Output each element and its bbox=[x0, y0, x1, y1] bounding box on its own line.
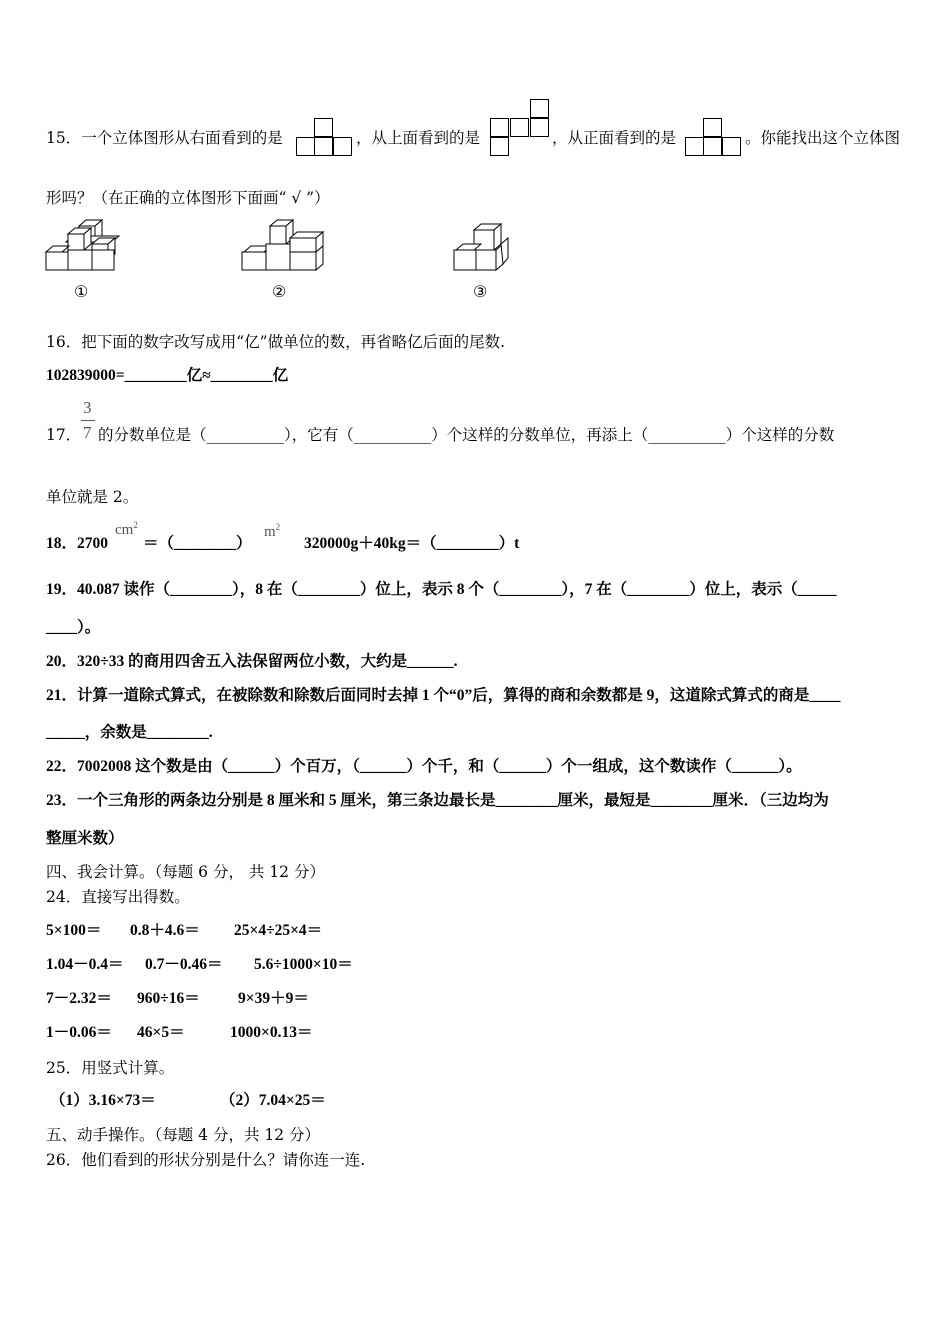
q17-fraction-bar bbox=[81, 420, 95, 421]
q25-item-2: （2）7.04×25＝ bbox=[220, 1092, 326, 1109]
q17-fraction-numerator: 3 bbox=[83, 398, 92, 417]
q24-item: 46×5＝ bbox=[137, 1024, 185, 1041]
q15-text-end: 。你能找出这个立体图 bbox=[745, 129, 901, 147]
q24-item: 5.6÷1000×10＝ bbox=[254, 956, 353, 973]
solid-option-3[interactable] bbox=[452, 220, 516, 274]
q15-line2: 形吗？（在正确的立体图形下面画“ √ ”） bbox=[46, 189, 330, 207]
q24-item: 0.7－0.46＝ bbox=[145, 956, 223, 973]
q24-row-1 bbox=[46, 921, 101, 941]
q18-part1: 18．2700 bbox=[46, 535, 109, 552]
q18-part2: ＝（________） bbox=[143, 535, 252, 552]
q21-line1: 21．计算一道除式算式，在被除数和除数后面同时去掉 1 个“0”后，算得的商和余数都是 9，这道除式算式的商是____ bbox=[46, 687, 841, 704]
q23-line2: 整厘米数） bbox=[46, 830, 124, 847]
q18-part3: 320000g＋40kg＝（________）t bbox=[304, 535, 520, 552]
q17-number: 17． bbox=[46, 426, 82, 444]
section-5-title: 五、动手操作。（每题 4 分，共 12 分） bbox=[46, 1126, 321, 1144]
q24-title: 24．直接写出得数。 bbox=[46, 888, 190, 906]
q26-text: 26．他们看到的形状分别是什么？请你连一连. bbox=[46, 1151, 366, 1169]
solid-option-1[interactable] bbox=[44, 218, 124, 274]
q23-line1: 23．一个三角形的两条边分别是 8 厘米和 5 厘米，第三条边最长是________厘米，最短是________厘米．（三边均为 bbox=[46, 792, 829, 809]
q17-line2: 单位就是 2。 bbox=[46, 488, 139, 506]
q17-text: 的分数单位是（__________），它有（__________）个这样的分数单位，再添上（__________）个这样的分数 bbox=[98, 426, 835, 444]
top-view-figure bbox=[490, 99, 550, 159]
front-view-figure bbox=[685, 118, 745, 158]
q15-text-top-view: ，从上面看到的是 bbox=[356, 129, 481, 147]
option-3-label: ③ bbox=[473, 282, 488, 301]
q15-text-right-view: 15．一个立体图形从右面看到的是 bbox=[46, 129, 283, 147]
q24-item: 25×4÷25×4＝ bbox=[234, 922, 323, 939]
q25-title: 25．用竖式计算。 bbox=[46, 1059, 175, 1077]
q15-text-front-view: ，从正面看到的是 bbox=[552, 129, 677, 147]
q24-item: 7－2.32＝ bbox=[46, 990, 112, 1007]
q25-item-1: （1）3.16×73＝ bbox=[50, 1092, 156, 1109]
right-view-figure bbox=[296, 118, 356, 158]
option-2-label: ② bbox=[272, 282, 287, 301]
solid-option-2[interactable] bbox=[240, 218, 330, 274]
q18-unit-cm2: $cm^2$ bbox=[115, 520, 138, 538]
q24-item: 1.04－0.4＝ bbox=[46, 956, 124, 973]
q15-line1 bbox=[46, 128, 283, 148]
option-1-label: ① bbox=[74, 282, 89, 301]
q24-item: 0.8＋4.6＝ bbox=[130, 922, 200, 939]
q19-line1: 19．40.087 读作（________），8 在（________）位上，表示 8 个（________），7 在（________）位上，表示（_____ bbox=[46, 581, 837, 598]
q24-item: 1000×0.13＝ bbox=[230, 1024, 313, 1041]
section-4-title: 四、我会计算。（每题 6 分， 共 12 分） bbox=[46, 863, 325, 881]
q24-item: 960÷16＝ bbox=[137, 990, 200, 1007]
q24-item: 1－0.06＝ bbox=[46, 1024, 112, 1041]
q16-line2: 102839000=________亿≈________亿 bbox=[46, 367, 289, 384]
q22-text: 22．7002008 这个数是由（______）个百万，（______）个千，和（______）个一组成，这个数读作（______）。 bbox=[46, 758, 802, 775]
q17-fraction-denominator: 7 bbox=[83, 423, 92, 442]
q18-unit-m2: $m^2$ bbox=[264, 522, 281, 540]
q20-text: 20．320÷33 的商用四舍五入法保留两位小数，大约是______. bbox=[46, 653, 458, 670]
q24-item: 5×100＝ bbox=[46, 922, 102, 939]
q19-line2: ____）。 bbox=[46, 619, 101, 636]
q16-text: 16．把下面的数字改写成用“亿”做单位的数，再省略亿后面的尾数. bbox=[46, 333, 506, 351]
q24-item: 9×39＋9＝ bbox=[238, 990, 309, 1007]
q21-line2: _____，余数是________. bbox=[46, 724, 213, 741]
